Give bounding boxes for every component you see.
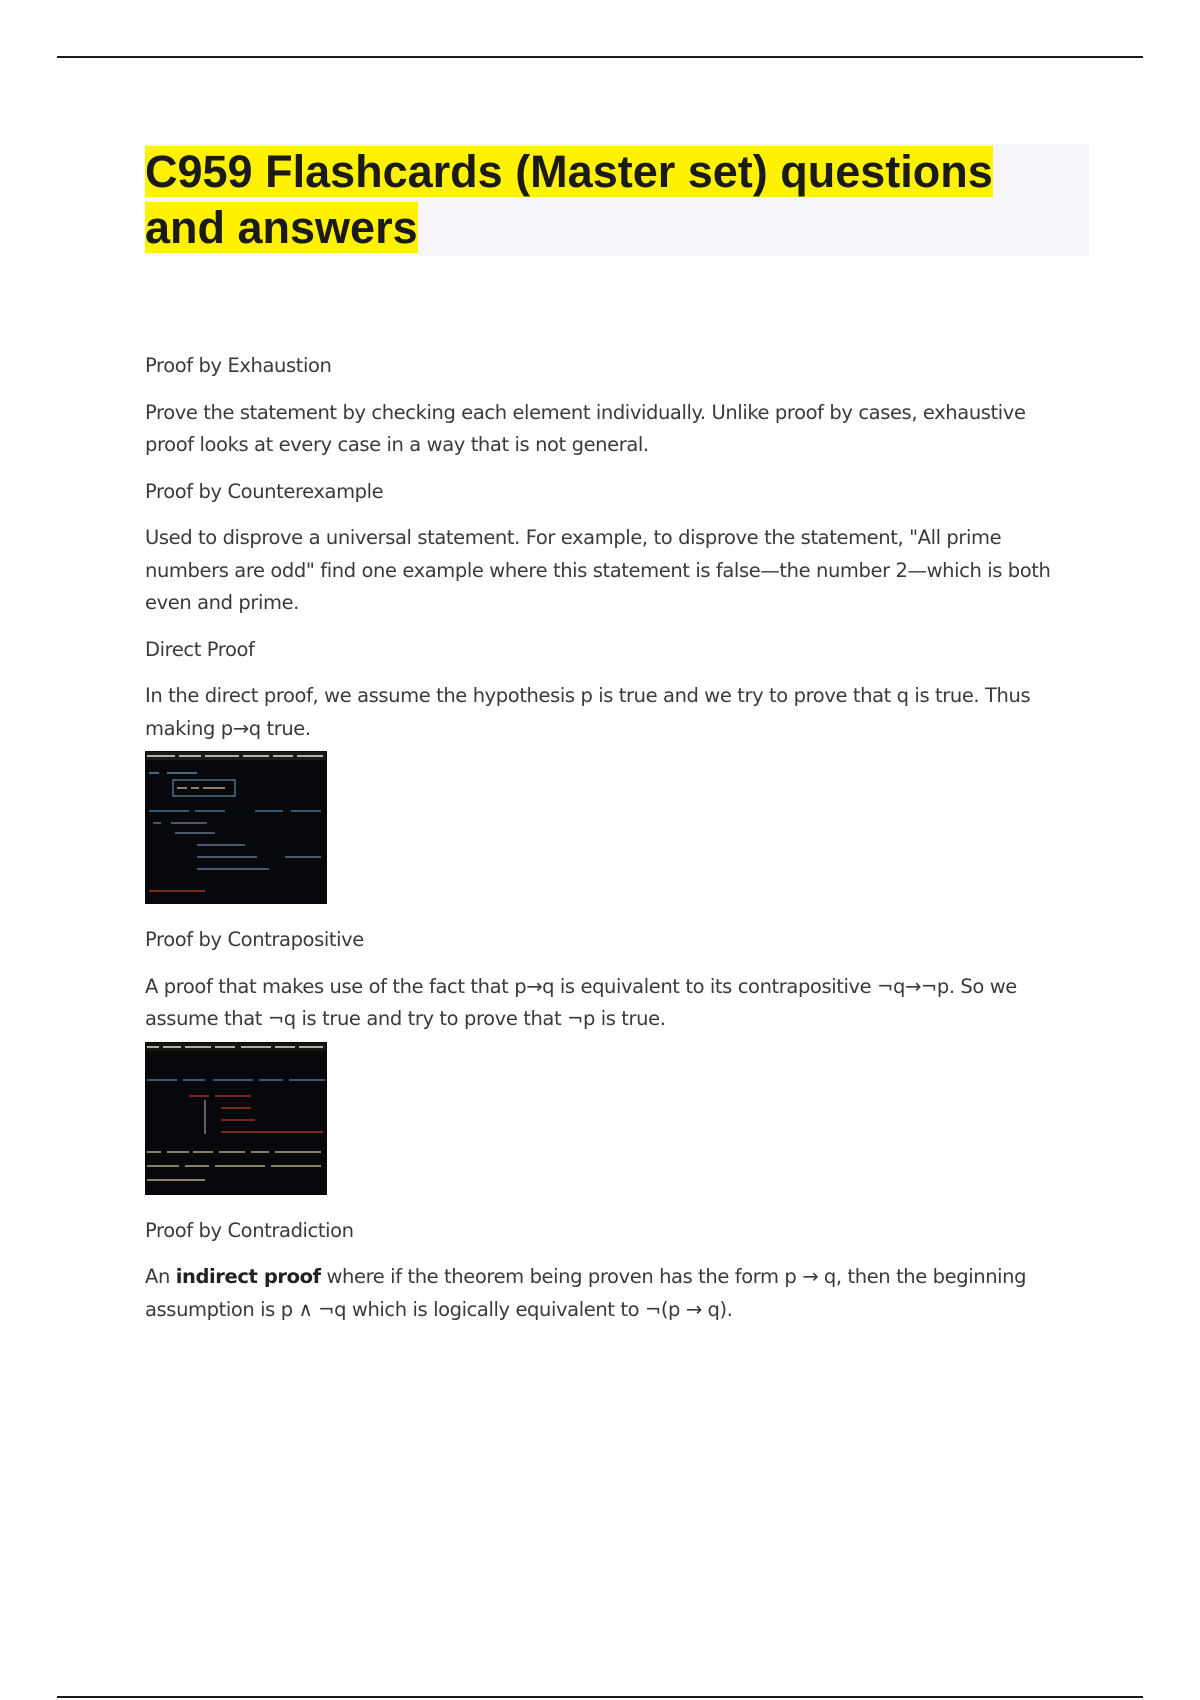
top-rule — [57, 56, 1143, 58]
direct-proof-image — [145, 751, 327, 904]
answer-direct-proof: In the direct proof, we assume the hypothesis p is true and we try to prove that q is true. Thus making p→q true. — [145, 684, 1031, 740]
title-line-2: and answers — [145, 202, 418, 253]
flashcard-list — [145, 350, 1075, 1340]
bottom-rule — [57, 1696, 1143, 1698]
question-proof-by-contradiction: Proof by Contradiction — [145, 1218, 354, 1242]
answer-contradiction-prefix: An — [145, 1265, 176, 1288]
title-block — [145, 144, 1089, 256]
title-line-1: C959 Flashcards (Master set) questions — [145, 146, 993, 197]
page-title — [145, 144, 1089, 256]
contrapositive-proof-image — [145, 1042, 327, 1195]
question-proof-by-contrapositive: Proof by Contrapositive — [145, 928, 364, 951]
answer-contradiction-bold: indirect proof — [175, 1265, 321, 1288]
answer-proof-by-counterexample: Used to disprove a universal statement. For example, to disprove the statement, "All prime numbers are odd" find one example where this statement is false—the number 2—which is both even and prime. — [145, 526, 1051, 614]
answer-proof-by-contrapositive: A proof that makes use of the fact that p→q is equivalent to its contrapositive ¬q→¬p. So we assume that ¬q is true and try to prove that ¬p is true. — [145, 974, 1017, 1030]
question-proof-by-exhaustion: Proof by Exhaustion — [145, 354, 332, 377]
answer-proof-by-exhaustion: Prove the statement by checking each element individually. Unlike proof by cases, exhaustive proof looks at every case in a way that is not general. — [145, 400, 1026, 456]
answer-contradiction-suffix: where if the theorem being proven has the form p → q, then the beginning assumption is p ∧ ¬q which is logically equivalent to ¬(p → q). — [145, 1265, 1027, 1321]
question-proof-by-counterexample: Proof by Counterexample — [145, 479, 384, 503]
answer-proof-by-contradiction — [145, 1261, 1075, 1326]
question-direct-proof: Direct Proof — [145, 637, 255, 661]
